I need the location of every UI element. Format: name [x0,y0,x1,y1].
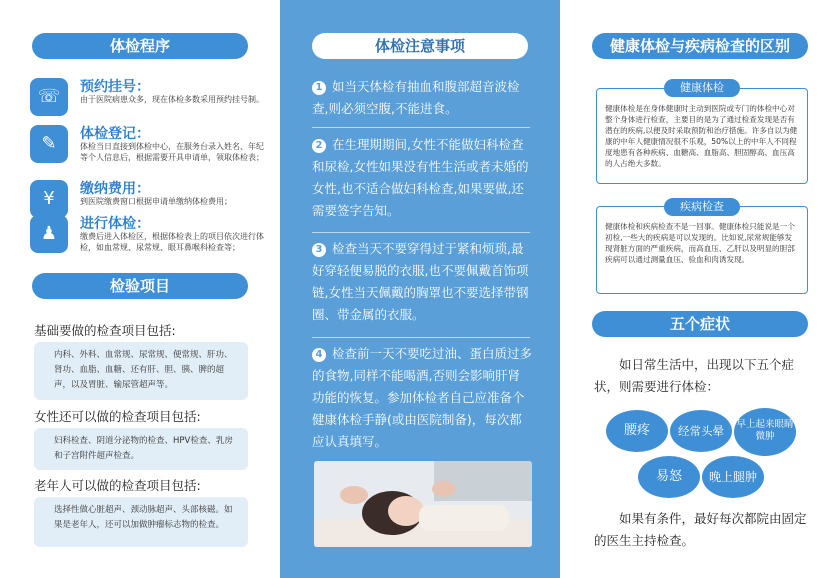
elder-items-box: 选择性做心脏超声、颈动脉超声、头部核磁。如果是老年人，还可以加做肿瘤标志物的检查。 [34,497,248,547]
note-4 [312,343,532,453]
note-text: 如当天体检有抽血和腹部超音波检查,则必须空腹,不能进食。 [312,79,520,116]
note-number: 2 [312,139,326,153]
phone-icon: ☏ [30,78,68,116]
note-2 [312,134,532,222]
note-number: 1 [312,81,326,95]
step-desc: 由于医院病患众多，现在体检多数采用预约挂号制。 [80,95,264,104]
process-title: 体检程序 [32,33,248,59]
items-title: 检验项目 [32,273,248,299]
step-title: 体检登记： [80,126,150,142]
elder-heading: 老年人可以做的检查项目包括: [34,478,201,493]
note-1 [312,76,532,120]
step-title: 进行体检： [80,216,150,232]
divider [312,337,530,338]
step-examination [30,213,265,263]
step-payment [30,178,265,212]
note-number: 3 [312,243,326,257]
note-3 [312,238,532,326]
divider [312,127,530,128]
disease-check-tag: 疾病检查 [664,198,740,216]
basic-items-box: 内科、外科、血常规、尿常规、便常规、肝功、肾功、血脂、血糖、还有肝、胆、胰、脾的超声，以及胃脏、输尿管超声等。 [34,342,248,400]
symptom-badge: 经常头晕 [670,410,732,452]
health-check-tag: 健康体检 [664,79,740,97]
symptoms-intro: 如日常生活中，出现以下五个症状，则需要进行体检： [594,357,795,394]
note-text: 在生理期期间,女性不能做妇科检查和尿检,女性如果没有性生活或者未婚的女性,也不适合做妇科检查,如果要做,还需要签字告知。 [312,137,529,218]
symptom-badge: 早上起来眼睛微肿 [734,408,796,456]
basic-heading: 基础要做的检查项目包括: [34,323,176,338]
step-desc: 到医院缴费窗口根据申请单缴纳体检费用； [80,197,232,206]
patient-photo [314,461,532,547]
step-desc: 体检当日直接到体检中心，在服务台录入姓名、年纪等个人信息后，根据需要开具申请单，领取体检表； [80,142,264,162]
money-icon: ¥ [30,180,68,218]
step-register [30,123,265,173]
divider [312,232,530,233]
closing-text: 如果有条件，最好每次都院由固定的医生主持检查。 [594,511,807,548]
note-text: 检查当天不要穿得过于紧和烦琐,最好穿轻便易脱的衣服,也不要佩戴首饰项链,女性当天佩戴的胸罩也不要选择带钢圈、带金属的衣服。 [312,241,529,322]
symptoms-title: 五个症状 [592,311,808,337]
disease-check-box: 健康体检和疾病检查不是一回事。健康体检只能说是一个初检,一些大的疾病是可以发现的。比如说,尿常规能够发现肾脏方面的严重疾病，而高血压、乙肝以及明显的胆部疾病可以通过测量血压、验血和肉诱发现。 [596,206,808,294]
symptom-badge: 腰疼 [606,410,668,452]
step-title: 缴纳费用： [80,181,150,197]
clipboard-icon: ✎ [30,125,68,163]
health-check-box: 健康体检是在身体健康时主动到医院或专门的体检中心对整个身体进行检查，主要目的是为了通过检查发现是否有潜在的疾病,以便及时采取预防和治疗措施。许多自以为健康的中年人健康情况很不乐观，50%以上的中年人不同程度地患有各种疾病、血糖高、血脂高、胆固醇高、血压高的人占绝大多数。 [596,88,808,184]
note-text: 检查前一天不要吃过油、蛋白质过多的食物,同样不能喝酒,否则会影响肝肾功能的恢复。参加体检者自己应准备个健康体检手静(或由医院制备)，每次都应认真填写。 [312,346,533,449]
patient-illustration [314,461,532,547]
note-number: 4 [312,348,326,362]
left-panel [0,0,280,578]
difference-title: 健康体检与疾病检查的区别 [592,33,808,59]
people-icon: ♟ [30,215,68,253]
symptom-badge: 易怒 [638,456,700,498]
step-title: 预约挂号： [80,79,150,95]
step-desc: 缴费后进入体检区，根据体检表上的项目依次进行体检，如血常规、尿常规、眼耳鼻喉科检查等； [80,232,264,252]
female-items-box: 妇科检查、阴道分泌物的检查、HPV检查、乳房和子宫附件超声检查。 [34,428,248,470]
symptom-badge: 晚上腿肿 [702,456,764,498]
female-heading: 女性还可以做的检查项目包括: [34,409,201,424]
notes-title: 体检注意事项 [312,33,528,59]
step-appointment [30,76,265,116]
